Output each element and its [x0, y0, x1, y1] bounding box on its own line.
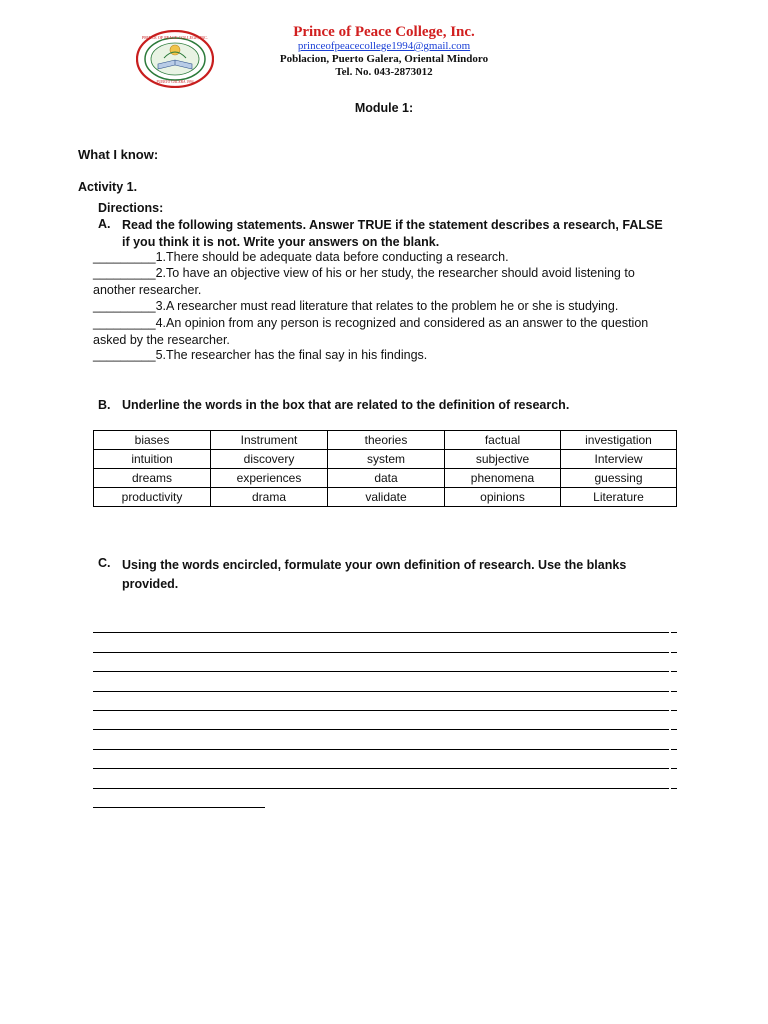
- word-cell[interactable]: data: [328, 469, 445, 488]
- section-what-i-know: What I know:: [78, 147, 159, 162]
- word-cell[interactable]: experiences: [211, 469, 328, 488]
- word-cell[interactable]: Literature: [561, 488, 677, 507]
- answer-blank-line[interactable]: [93, 653, 669, 672]
- word-cell[interactable]: validate: [328, 488, 445, 507]
- true-false-item-4: _________4.An opinion from any person is recognized and considered as an answer to the question asked by the researcher.: [93, 316, 649, 347]
- answer-blank-line[interactable]: [93, 633, 669, 652]
- answer-blank-line[interactable]: [93, 614, 669, 633]
- table-row: [94, 431, 677, 450]
- answer-blank-line-short[interactable]: [93, 789, 265, 808]
- part-a-letter: A.: [98, 217, 111, 231]
- word-cell[interactable]: guessing: [561, 469, 677, 488]
- school-email-link[interactable]: princeofpeacecollege1994@gmail.com: [297, 40, 471, 52]
- logo-text: PRINCE OF PEACE COLLEGE, INC.: [141, 35, 209, 40]
- word-cell[interactable]: factual: [445, 431, 561, 450]
- answer-lines: [93, 614, 669, 808]
- answer-blank-line[interactable]: [93, 769, 669, 788]
- activity-title: Activity 1.: [78, 180, 138, 194]
- word-cell[interactable]: opinions: [445, 488, 561, 507]
- true-false-item-2: _________2.To have an objective view of his or her study, the researcher should avoid listening to another researcher.: [93, 266, 635, 297]
- word-box-table: [93, 430, 677, 507]
- answer-blank-line[interactable]: [93, 692, 669, 711]
- word-cell[interactable]: subjective: [445, 450, 561, 469]
- word-cell[interactable]: dreams: [94, 469, 211, 488]
- word-cell[interactable]: discovery: [211, 450, 328, 469]
- table-row: [94, 450, 677, 469]
- school-email-wrap: [0, 40, 768, 52]
- answer-blank-line[interactable]: [93, 711, 669, 730]
- part-c-letter: C.: [98, 556, 111, 570]
- school-address: Poblacion, Puerto Galera, Oriental Mindoro: [279, 53, 489, 65]
- true-false-item-5: _________5.The researcher has the final say in his findings.: [93, 348, 428, 362]
- true-false-item-3: _________3.A researcher must read literature that relates to the problem he or she is studying.: [93, 299, 619, 313]
- answer-blank-line[interactable]: [93, 672, 669, 691]
- part-b-letter: B.: [98, 398, 111, 412]
- true-false-item-1: _________1.There should be adequate data before conducting a research.: [93, 250, 509, 264]
- part-c-instruction: Using the words encircled, formulate your own definition of research. Use the blanks provided.: [122, 558, 627, 591]
- word-cell[interactable]: Interview: [561, 450, 677, 469]
- answer-blank-line[interactable]: [93, 730, 669, 749]
- word-cell[interactable]: productivity: [94, 488, 211, 507]
- word-cell[interactable]: investigation: [561, 431, 677, 450]
- part-a-instruction: Read the following statements. Answer TRUE if the statement describes a research, FALSE if you think it is not. Write your answers on the blank.: [122, 218, 663, 249]
- directions-label: Directions:: [98, 201, 164, 215]
- word-cell[interactable]: drama: [211, 488, 328, 507]
- table-row: [94, 469, 677, 488]
- word-cell[interactable]: phenomena: [445, 469, 561, 488]
- word-cell[interactable]: Instrument: [211, 431, 328, 450]
- table-row: [94, 488, 677, 507]
- part-b-instruction: Underline the words in the box that are related to the definition of research.: [122, 398, 570, 412]
- logo-bottom-text: PUERTO GALERA 1994: [156, 80, 194, 84]
- word-cell[interactable]: intuition: [94, 450, 211, 469]
- module-title: Module 1:: [354, 101, 414, 115]
- word-cell[interactable]: biases: [94, 431, 211, 450]
- word-cell[interactable]: theories: [328, 431, 445, 450]
- school-telephone: Tel. No. 043-2873012: [335, 66, 433, 78]
- school-name: Prince of Peace College, Inc.: [293, 24, 475, 40]
- word-cell[interactable]: system: [328, 450, 445, 469]
- answer-blank-line[interactable]: [93, 750, 669, 769]
